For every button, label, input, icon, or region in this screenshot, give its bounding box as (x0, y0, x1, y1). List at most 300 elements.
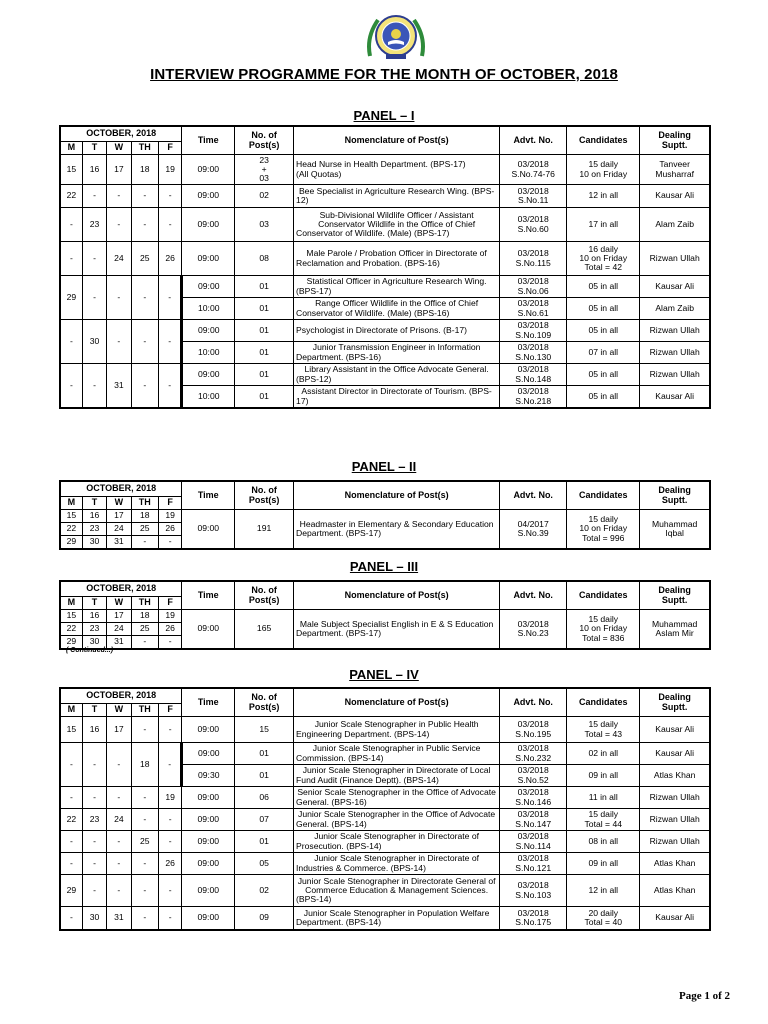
nomenclature-cell: Junior Scale Stenographer in Directorate of Local Fund Audit (Finance Deptt). (BPS-14) (294, 765, 500, 787)
day-cell: - (131, 536, 158, 550)
day-header: M (60, 497, 82, 510)
day-cell: - (82, 831, 106, 853)
table-row (60, 242, 710, 276)
nomenclature-header: Nomenclature of Post(s) (294, 581, 500, 610)
candidates-cell: 05 in all (567, 364, 640, 386)
day-cell: 15 (60, 155, 82, 185)
candidates-cell: 05 in all (567, 298, 640, 320)
day-cell: 29 (60, 636, 82, 650)
day-cell: 24 (107, 809, 131, 831)
posts-cell: 01 (235, 743, 294, 765)
time-cell: 09:00 (182, 208, 235, 242)
candidates-cell: 12 in all (567, 875, 640, 907)
day-cell: - (158, 831, 181, 853)
day-cell: - (107, 276, 131, 320)
month-header: OCTOBER, 2018 (60, 688, 182, 704)
candidates-cell: 15 daily 10 on Friday Total = 836 (567, 610, 640, 650)
candidates-cell: 15 daily 10 on Friday Total = 996 (567, 510, 640, 550)
day-cell: 18 (131, 510, 158, 523)
posts-cell: 06 (235, 787, 294, 809)
candidates-cell: 05 in all (567, 276, 640, 298)
day-header: TH (131, 704, 158, 717)
dealing-cell: Kausar Ali (640, 907, 710, 931)
advt-cell: 03/2018 S.No.146 (500, 787, 567, 809)
nomenclature-cell: Psychologist in Directorate of Prisons. (B-17) (294, 320, 500, 342)
nomenclature-cell: Junior Transmission Engineer in Information Department. (BPS-16) (294, 342, 500, 364)
candidates-cell: 16 daily 10 on Friday Total = 42 (567, 242, 640, 276)
advt-cell: 03/2018 S.No.61 (500, 298, 567, 320)
day-cell: 26 (158, 853, 181, 875)
month-header: OCTOBER, 2018 (60, 581, 182, 597)
time-header: Time (182, 581, 235, 610)
day-cell: 15 (60, 510, 82, 523)
day-cell: - (158, 536, 181, 550)
table-row (60, 510, 710, 523)
panel-table (59, 480, 711, 550)
day-cell: 31 (107, 636, 131, 650)
dealing-cell: Rizwan Ullah (640, 242, 710, 276)
day-cell: - (131, 875, 158, 907)
advt-cell: 03/2018 S.No.109 (500, 320, 567, 342)
table-row (60, 364, 710, 386)
table-row (60, 853, 710, 875)
day-cell: - (158, 276, 181, 320)
candidates-cell: 15 daily 10 on Friday (567, 155, 640, 185)
posts-header: No. of Post(s) (235, 688, 294, 717)
day-cell: 19 (158, 510, 181, 523)
table-row (60, 610, 710, 623)
day-cell: 24 (107, 523, 131, 536)
table-row (60, 809, 710, 831)
day-cell: - (158, 185, 181, 208)
day-header: M (60, 597, 82, 610)
day-cell: 30 (82, 320, 106, 364)
panel-heading: PANEL – IV (349, 667, 419, 682)
dealing-cell: Kausar Ali (640, 386, 710, 409)
time-cell: 09:00 (182, 610, 235, 650)
time-cell: 09:00 (182, 853, 235, 875)
day-cell: - (131, 208, 158, 242)
day-header: W (107, 497, 131, 510)
day-cell: - (131, 907, 158, 931)
nomenclature-cell: Head Nurse in Health Department. (BPS-17) (All Quotas) (294, 155, 500, 185)
day-header: T (82, 142, 106, 155)
time-cell: 09:00 (182, 743, 235, 765)
advt-cell: 03/2018 S.No.11 (500, 185, 567, 208)
day-cell: 29 (60, 875, 82, 907)
document-title: INTERVIEW PROGRAMME FOR THE MONTH OF OCTOBER, 2018 (150, 66, 618, 83)
advt-cell: 03/2018 S.No.147 (500, 809, 567, 831)
posts-cell: 09 (235, 907, 294, 931)
day-cell: 26 (158, 623, 181, 636)
day-cell: - (82, 743, 106, 787)
day-cell: - (158, 320, 181, 364)
table-row (60, 208, 710, 242)
day-cell: 16 (82, 717, 106, 743)
candidates-cell: 15 daily Total = 44 (567, 809, 640, 831)
day-cell: - (131, 320, 158, 364)
day-cell: 29 (60, 276, 82, 320)
candidates-cell: 09 in all (567, 853, 640, 875)
table-row (60, 717, 710, 743)
nomenclature-cell: Headmaster in Elementary & Secondary Education Department. (BPS-17) (294, 510, 500, 550)
posts-cell: 15 (235, 717, 294, 743)
table-row (60, 831, 710, 853)
day-header: W (107, 597, 131, 610)
dealing-header: Dealing Suptt. (640, 688, 710, 717)
day-cell: 15 (60, 717, 82, 743)
day-cell: - (107, 208, 131, 242)
day-cell: - (82, 875, 106, 907)
day-cell: - (131, 809, 158, 831)
day-cell: 31 (107, 364, 131, 409)
candidates-cell: 05 in all (567, 386, 640, 409)
advt-cell: 03/2018 S.No.148 (500, 364, 567, 386)
day-cell: 24 (107, 242, 131, 276)
dealing-cell: Kausar Ali (640, 185, 710, 208)
day-cell: 18 (131, 610, 158, 623)
time-header: Time (182, 481, 235, 510)
day-cell: 23 (82, 523, 106, 536)
nomenclature-cell: Library Assistant in the Office Advocate General. (BPS-12) (294, 364, 500, 386)
time-cell: 09:00 (182, 364, 235, 386)
day-cell: 23 (82, 809, 106, 831)
day-cell: - (158, 875, 181, 907)
day-cell: - (107, 831, 131, 853)
day-cell: - (60, 907, 82, 931)
day-cell: 23 (82, 208, 106, 242)
advt-header: Advt. No. (500, 688, 567, 717)
dealing-cell: Muhammad Aslam Mir (640, 610, 710, 650)
time-header: Time (182, 688, 235, 717)
day-cell: 23 (82, 623, 106, 636)
panel-heading: PANEL – II (351, 459, 417, 474)
day-cell: - (158, 636, 181, 650)
day-cell: - (131, 853, 158, 875)
day-cell: 15 (60, 610, 82, 623)
day-header: T (82, 597, 106, 610)
time-cell: 09:00 (182, 875, 235, 907)
candidates-header: Candidates (567, 581, 640, 610)
dealing-cell: Atlas Khan (640, 875, 710, 907)
nomenclature-cell: Junior Scale Stenographer in Public Service Commission. (BPS-14) (294, 743, 500, 765)
table-row (60, 875, 710, 907)
advt-cell: 03/2018 S.No.114 (500, 831, 567, 853)
dealing-cell: Rizwan Ullah (640, 831, 710, 853)
dealing-cell: Kausar Ali (640, 276, 710, 298)
day-cell: - (82, 276, 106, 320)
posts-cell: 02 (235, 185, 294, 208)
day-cell: - (60, 364, 82, 409)
day-cell: - (60, 743, 82, 787)
day-cell: 16 (82, 155, 106, 185)
day-cell: 25 (131, 623, 158, 636)
time-cell: 09:00 (182, 831, 235, 853)
posts-cell: 01 (235, 342, 294, 364)
dealing-cell: Rizwan Ullah (640, 342, 710, 364)
posts-cell: 02 (235, 875, 294, 907)
day-header: W (107, 142, 131, 155)
posts-cell: 01 (235, 364, 294, 386)
day-cell: - (60, 242, 82, 276)
candidates-cell: 02 in all (567, 743, 640, 765)
day-cell: 26 (158, 523, 181, 536)
dealing-cell: Rizwan Ullah (640, 320, 710, 342)
day-header: F (158, 497, 181, 510)
day-header: TH (131, 597, 158, 610)
posts-cell: 08 (235, 242, 294, 276)
nomenclature-cell: Range Officer Wildlife in the Office of Chief Conservator of Wildlife. (Male) (BPS-16) (294, 298, 500, 320)
dealing-cell: Rizwan Ullah (640, 787, 710, 809)
table-row (60, 787, 710, 809)
time-header: Time (182, 126, 235, 155)
day-cell: 26 (158, 242, 181, 276)
day-cell: 30 (82, 636, 106, 650)
advt-cell: 03/2018 S.No.06 (500, 276, 567, 298)
advt-cell: 03/2018 S.No.52 (500, 765, 567, 787)
advt-cell: 03/2018 S.No.121 (500, 853, 567, 875)
time-cell: 10:00 (182, 342, 235, 364)
day-cell: - (82, 364, 106, 409)
day-cell: - (82, 853, 106, 875)
nomenclature-header: Nomenclature of Post(s) (294, 126, 500, 155)
time-cell: 10:00 (182, 298, 235, 320)
candidates-header: Candidates (567, 126, 640, 155)
day-cell: 17 (107, 155, 131, 185)
day-cell: 25 (131, 242, 158, 276)
table-row (60, 743, 710, 765)
day-cell: - (158, 717, 181, 743)
time-cell: 09:00 (182, 155, 235, 185)
advt-cell: 04/2017 S.No.39 (500, 510, 567, 550)
nomenclature-cell: Bee Specialist in Agriculture Research Wing. (BPS-12) (294, 185, 500, 208)
day-cell: 16 (82, 510, 106, 523)
day-cell: - (131, 364, 158, 409)
time-cell: 09:00 (182, 276, 235, 298)
posts-header: No. of Post(s) (235, 481, 294, 510)
posts-cell: 01 (235, 320, 294, 342)
panel-heading: PANEL – III (349, 559, 419, 574)
time-cell: 09:00 (182, 907, 235, 931)
page-number: Page 1 of 2 (678, 990, 730, 1002)
day-cell: 18 (131, 743, 158, 787)
day-cell: - (131, 787, 158, 809)
dealing-cell: Alam Zaib (640, 298, 710, 320)
advt-cell: 03/2018 S.No.115 (500, 242, 567, 276)
panel-table (59, 687, 711, 931)
posts-cell: 01 (235, 765, 294, 787)
advt-cell: 03/2018 S.No.60 (500, 208, 567, 242)
month-header: OCTOBER, 2018 (60, 481, 182, 497)
candidates-cell: 17 in all (567, 208, 640, 242)
time-cell: 09:00 (182, 320, 235, 342)
day-cell: - (107, 787, 131, 809)
time-cell: 09:00 (182, 717, 235, 743)
advt-cell: 03/2018 S.No.232 (500, 743, 567, 765)
dealing-header: Dealing Suptt. (640, 581, 710, 610)
nomenclature-cell: Junior Scale Stenographer in Public Health Engineering Department. (BPS-14) (294, 717, 500, 743)
nomenclature-cell: Statistical Officer in Agriculture Research Wing. (BPS-17) (294, 276, 500, 298)
table-row (60, 185, 710, 208)
day-cell: 22 (60, 185, 82, 208)
candidates-header: Candidates (567, 688, 640, 717)
advt-header: Advt. No. (500, 581, 567, 610)
advt-cell: 03/2018 S.No.74-76 (500, 155, 567, 185)
day-cell: 17 (107, 610, 131, 623)
candidates-header: Candidates (567, 481, 640, 510)
nomenclature-cell: Junior Scale Stenographer in Directorate General of Commerce Education & Management Sciences. (BPS-14) (294, 875, 500, 907)
day-header: T (82, 704, 106, 717)
nomenclature-cell: Sub-Divisional Wildlife Officer / Assistant Conservator Wildlife in the Office of Chief Conservator of Wildlife. (Male) (BPS-17) (294, 208, 500, 242)
day-cell: - (82, 185, 106, 208)
day-cell: - (131, 185, 158, 208)
advt-cell: 03/2018 S.No.175 (500, 907, 567, 931)
nomenclature-cell: Male Parole / Probation Officer in Directorate of Reclamation and Probation. (BPS-16) (294, 242, 500, 276)
dealing-cell: Alam Zaib (640, 208, 710, 242)
advt-cell: 03/2018 S.No.195 (500, 717, 567, 743)
table-row (60, 320, 710, 342)
panel-table (59, 580, 711, 650)
day-cell: 19 (158, 787, 181, 809)
nomenclature-cell: Junior Scale Stenographer in the Office of Advocate General. (BPS-14) (294, 809, 500, 831)
day-cell: 22 (60, 523, 82, 536)
dealing-cell: Kausar Ali (640, 717, 710, 743)
advt-cell: 03/2018 S.No.103 (500, 875, 567, 907)
dealing-cell: Atlas Khan (640, 853, 710, 875)
candidates-cell: 12 in all (567, 185, 640, 208)
day-cell: 30 (82, 907, 106, 931)
time-cell: 09:30 (182, 765, 235, 787)
day-cell: 30 (82, 536, 106, 550)
day-cell: - (60, 787, 82, 809)
day-header: M (60, 142, 82, 155)
advt-cell: 03/2018 S.No.218 (500, 386, 567, 409)
day-cell: - (131, 276, 158, 320)
day-cell: - (158, 907, 181, 931)
dealing-cell: Muhammad Iqbal (640, 510, 710, 550)
day-header: F (158, 704, 181, 717)
nomenclature-header: Nomenclature of Post(s) (294, 481, 500, 510)
day-cell: - (158, 364, 181, 409)
time-cell: 09:00 (182, 809, 235, 831)
dealing-cell: Rizwan Ullah (640, 364, 710, 386)
day-cell: - (107, 185, 131, 208)
day-cell: - (107, 875, 131, 907)
panel-table (59, 125, 711, 409)
panel-heading: PANEL – I (353, 108, 415, 123)
time-cell: 09:00 (182, 185, 235, 208)
dealing-header: Dealing Suptt. (640, 481, 710, 510)
time-cell: 09:00 (182, 787, 235, 809)
advt-cell: 03/2018 S.No.130 (500, 342, 567, 364)
day-cell: 31 (107, 907, 131, 931)
month-header: OCTOBER, 2018 (60, 126, 182, 142)
time-cell: 10:00 (182, 386, 235, 409)
day-cell: - (158, 809, 181, 831)
day-cell: 19 (158, 610, 181, 623)
day-cell: - (107, 853, 131, 875)
table-row (60, 276, 710, 298)
day-cell: 29 (60, 536, 82, 550)
candidates-cell: 05 in all (567, 320, 640, 342)
time-cell: 09:00 (182, 242, 235, 276)
day-cell: - (60, 320, 82, 364)
day-header: F (158, 597, 181, 610)
candidates-cell: 11 in all (567, 787, 640, 809)
nomenclature-cell: Assistant Director in Directorate of Tourism. (BPS-17) (294, 386, 500, 409)
posts-cell: 01 (235, 831, 294, 853)
nomenclature-cell: Junior Scale Stenographer in Directorate of Industries & Commerce. (BPS-14) (294, 853, 500, 875)
day-cell: 16 (82, 610, 106, 623)
day-header: TH (131, 497, 158, 510)
posts-cell: 01 (235, 298, 294, 320)
nomenclature-cell: Junior Scale Stenographer in Population Welfare Department. (BPS-14) (294, 907, 500, 931)
nomenclature-cell: Senior Scale Stenographer in the Office of Advocate General. (BPS-16) (294, 787, 500, 809)
commission-seal-logo (364, 12, 428, 62)
advt-header: Advt. No. (500, 126, 567, 155)
day-cell: - (82, 242, 106, 276)
day-cell: 24 (107, 623, 131, 636)
day-cell: - (131, 717, 158, 743)
day-cell: - (158, 743, 181, 787)
advt-cell: 03/2018 S.No.23 (500, 610, 567, 650)
table-row (60, 907, 710, 931)
posts-cell: 05 (235, 853, 294, 875)
day-header: TH (131, 142, 158, 155)
day-cell: - (158, 208, 181, 242)
day-cell: 18 (131, 155, 158, 185)
day-cell: 17 (107, 510, 131, 523)
day-cell: 19 (158, 155, 181, 185)
posts-cell: 03 (235, 208, 294, 242)
day-cell: - (131, 636, 158, 650)
day-header: M (60, 704, 82, 717)
day-cell: 22 (60, 623, 82, 636)
nomenclature-cell: Male Subject Specialist English in E & S Education Department. (BPS-17) (294, 610, 500, 650)
posts-cell: 191 (235, 510, 294, 550)
day-header: T (82, 497, 106, 510)
continued-note: ( Continued...) (66, 647, 114, 654)
candidates-cell: 07 in all (567, 342, 640, 364)
candidates-cell: 08 in all (567, 831, 640, 853)
advt-header: Advt. No. (500, 481, 567, 510)
day-cell: 31 (107, 536, 131, 550)
candidates-cell: 15 daily Total = 43 (567, 717, 640, 743)
day-cell: - (82, 787, 106, 809)
day-cell: - (107, 320, 131, 364)
dealing-header: Dealing Suptt. (640, 126, 710, 155)
dealing-cell: Tanveer Musharraf (640, 155, 710, 185)
posts-header: No. of Post(s) (235, 581, 294, 610)
nomenclature-header: Nomenclature of Post(s) (294, 688, 500, 717)
candidates-cell: 09 in all (567, 765, 640, 787)
dealing-cell: Rizwan Ullah (640, 809, 710, 831)
day-cell: - (60, 831, 82, 853)
dealing-cell: Kausar Ali (640, 743, 710, 765)
posts-cell: 07 (235, 809, 294, 831)
day-cell: 22 (60, 809, 82, 831)
time-cell: 09:00 (182, 510, 235, 550)
posts-cell: 01 (235, 276, 294, 298)
day-cell: - (107, 743, 131, 787)
day-cell: 17 (107, 717, 131, 743)
posts-cell: 23 + 03 (235, 155, 294, 185)
day-cell: - (60, 853, 82, 875)
day-cell: - (60, 208, 82, 242)
candidates-cell: 20 daily Total = 40 (567, 907, 640, 931)
table-row (60, 155, 710, 185)
day-header: F (158, 142, 181, 155)
